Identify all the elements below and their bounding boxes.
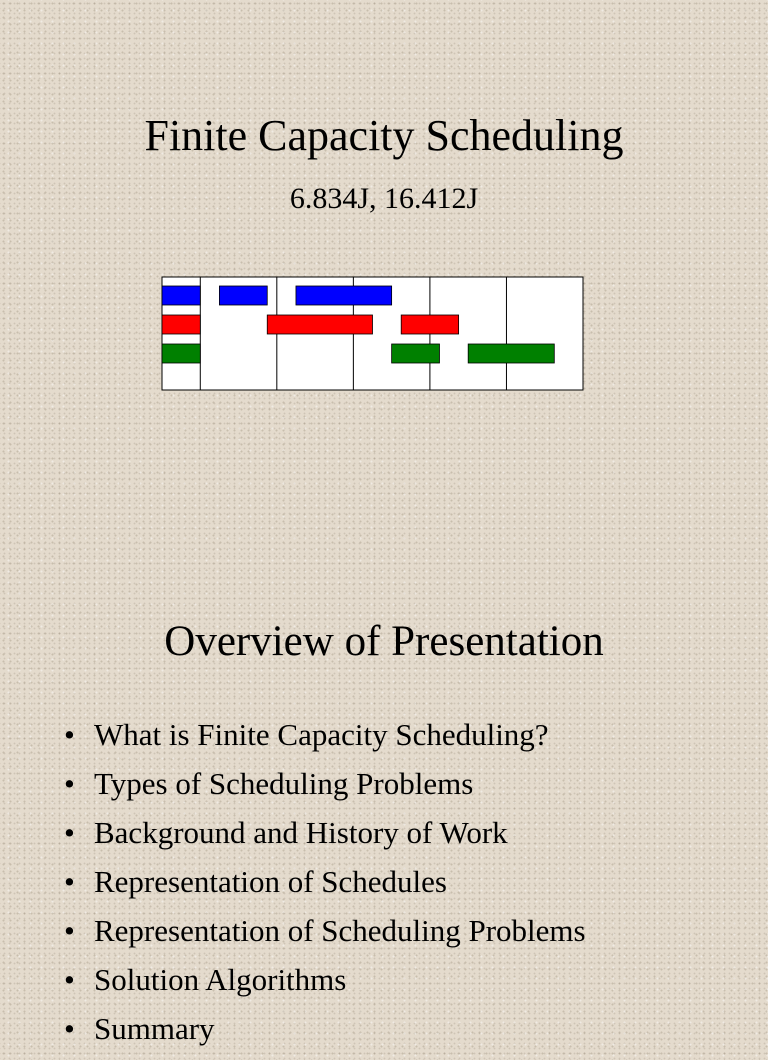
gantt-task-bar: [162, 344, 200, 363]
gantt-task-bar: [468, 344, 554, 363]
gantt-task-bar: [267, 315, 372, 334]
gantt-task-bar: [401, 315, 458, 334]
list-item-text: Representation of Scheduling Problems: [94, 913, 586, 948]
gantt-task-bar: [219, 286, 267, 305]
gantt-task-bar: [296, 286, 392, 305]
list-item-text: Background and History of Work: [94, 815, 508, 850]
gantt-task-bar: [162, 286, 200, 305]
list-item-text: What is Finite Capacity Scheduling?: [94, 717, 549, 752]
gantt-task-bar: [392, 344, 440, 363]
overview-title: Overview of Presentation: [164, 618, 604, 665]
slide-title: Finite Capacity Scheduling: [144, 111, 624, 160]
list-item-text: Solution Algorithms: [94, 962, 347, 997]
gantt-task-bar: [162, 315, 200, 334]
list-item-text: Representation of Schedules: [94, 864, 447, 899]
bullet-icon: •: [64, 1011, 75, 1046]
bullet-icon: •: [64, 815, 75, 850]
bullet-icon: •: [64, 766, 75, 801]
course-numbers: 6.834J, 16.412J: [289, 182, 479, 215]
bullet-icon: •: [64, 864, 75, 899]
list-item-text: Types of Scheduling Problems: [94, 766, 474, 801]
bullet-icon: •: [64, 717, 75, 752]
bullet-icon: •: [64, 913, 75, 948]
bullet-icon: •: [64, 962, 75, 997]
slide-overview: [0, 560, 768, 1046]
list-item-text: Summary: [94, 1011, 215, 1046]
